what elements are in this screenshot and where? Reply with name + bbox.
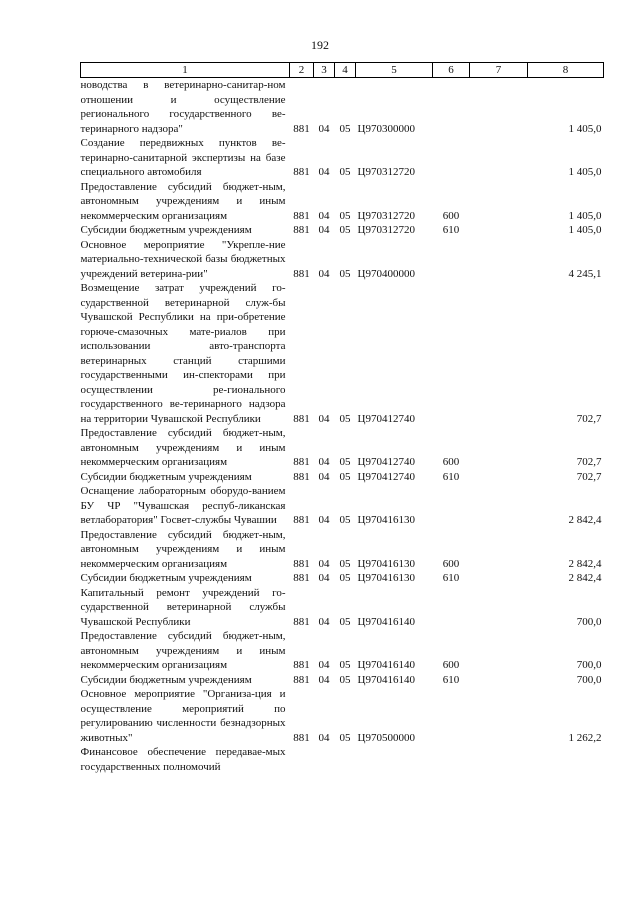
row-amount: 1 405,0 — [568, 209, 602, 222]
row-target-article: Ц970416140 — [357, 673, 415, 686]
row-subsection-code: 05 — [339, 514, 351, 526]
row-expense-type: 600 — [442, 209, 460, 222]
table-row — [81, 470, 604, 485]
row-target-article: Ц970416130 — [357, 572, 415, 584]
row-section-code: 04 — [318, 209, 330, 222]
table-row — [81, 745, 604, 774]
row-column-7 — [470, 180, 528, 224]
row-section-code: 04 — [318, 470, 330, 483]
row-expense-type: 610 — [442, 470, 460, 483]
row-amount: 2 842,4 — [568, 572, 602, 584]
budget-table — [80, 62, 604, 774]
row-column-7 — [470, 571, 528, 586]
row-description: Субсидии бюджетным учреждениям — [80, 224, 252, 236]
row-section-code: 04 — [318, 572, 330, 584]
row-ministry-code: 881 — [293, 267, 310, 280]
row-amount: 2 842,4 — [568, 557, 602, 570]
row-section-code: 04 — [318, 224, 330, 236]
row-target-article — [356, 745, 433, 774]
row-column-7 — [470, 745, 528, 774]
column-header: 5 — [356, 63, 433, 78]
row-column-7 — [470, 223, 528, 238]
row-column-7 — [470, 528, 528, 572]
row-column-7 — [470, 687, 528, 745]
table-row — [81, 136, 604, 180]
table-row — [81, 426, 604, 470]
row-expense-type — [433, 78, 470, 137]
row-expense-type — [433, 484, 470, 528]
row-amount: 2 842,4 — [568, 514, 602, 526]
row-section-code — [314, 745, 335, 774]
row-amount: 702,7 — [576, 456, 602, 468]
column-header: 4 — [335, 63, 356, 78]
row-section-code: 04 — [318, 615, 330, 628]
row-expense-type — [433, 687, 470, 745]
row-ministry-code: 881 — [293, 615, 310, 628]
row-amount: 1 405,0 — [568, 166, 602, 178]
row-ministry-code — [290, 745, 314, 774]
row-subsection-code: 05 — [339, 267, 351, 280]
row-description: Создание передвижных пунктов ве-теринарно-санитарной экспертизы на базе специального автомобиля — [80, 137, 286, 178]
row-section-code: 04 — [318, 456, 330, 468]
row-column-7 — [470, 281, 528, 426]
row-subsection-code: 05 — [339, 470, 351, 483]
row-subsection-code: 05 — [339, 412, 351, 425]
row-description: Возмещение затрат учреждений го-сударственной ветеринарной служ-бы Чувашской Республики на при-обретение горюче-смазочных мате-риалов при использовании авто-транспорта ветеринарных станций старшими государственными ин-спекторами при осуществлении ре-гионального государственного ве-теринарного надзора на территории Чувашской Республики — [80, 282, 286, 425]
row-ministry-code: 881 — [293, 412, 310, 425]
table-header-row — [81, 63, 604, 78]
row-section-code: 04 — [318, 659, 330, 671]
row-subsection-code: 05 — [339, 572, 351, 584]
row-ministry-code: 881 — [293, 166, 310, 178]
table-row — [81, 78, 604, 137]
row-section-code: 04 — [318, 122, 330, 135]
row-subsection-code: 05 — [339, 557, 351, 570]
table-row — [81, 673, 604, 688]
row-description: Предоставление субсидий бюджет-ным, автономным учреждениям и иным некоммерческим организациям — [80, 180, 286, 222]
row-ministry-code: 881 — [293, 514, 310, 526]
row-amount: 1 405,0 — [568, 122, 602, 135]
row-column-7 — [470, 484, 528, 528]
row-target-article: Ц970312720 — [357, 209, 415, 222]
row-expense-type — [433, 238, 470, 282]
row-description: Субсидии бюджетным учреждениям — [80, 572, 252, 584]
row-ministry-code: 881 — [293, 557, 310, 570]
row-column-7 — [470, 426, 528, 470]
row-ministry-code: 881 — [293, 731, 310, 744]
row-target-article: Ц970412740 — [357, 470, 415, 483]
row-expense-type — [433, 745, 470, 774]
row-ministry-code: 881 — [293, 572, 310, 584]
row-description: Оснащение лабораторным оборудо-ванием БУ ЧР "Чувашская респуб-ликанская ветлаборатория" Госвет-службы Чувашии — [80, 485, 286, 526]
column-header: 2 — [290, 63, 314, 78]
row-target-article: Ц970312720 — [357, 166, 415, 178]
row-column-7 — [470, 136, 528, 180]
row-target-article: Ц970416140 — [357, 659, 415, 671]
row-column-7 — [470, 470, 528, 485]
table-row — [81, 571, 604, 586]
row-subsection-code: 05 — [339, 209, 351, 222]
row-ministry-code: 881 — [293, 122, 310, 135]
row-column-7 — [470, 673, 528, 688]
row-description: Субсидии бюджетным учреждениям — [80, 470, 252, 483]
table-row — [81, 223, 604, 238]
table-row — [81, 629, 604, 673]
row-subsection-code: 05 — [339, 224, 351, 236]
row-column-7 — [470, 586, 528, 630]
table-row — [81, 238, 604, 282]
row-amount: 702,7 — [576, 412, 602, 425]
row-subsection-code — [335, 745, 356, 774]
row-ministry-code: 881 — [293, 470, 310, 483]
row-amount: 700,0 — [576, 659, 602, 671]
row-subsection-code: 05 — [339, 659, 351, 671]
table-row — [81, 484, 604, 528]
row-subsection-code: 05 — [339, 166, 351, 178]
row-expense-type: 610 — [442, 673, 460, 686]
column-header: 6 — [433, 63, 470, 78]
row-expense-type: 600 — [442, 557, 460, 570]
row-ministry-code: 881 — [293, 659, 310, 671]
row-expense-type — [433, 281, 470, 426]
row-description: новодства в ветеринарно-санитар-ном отношении и осуществление регионального государственного ве-теринарного надзора" — [80, 79, 286, 135]
row-target-article: Ц970400000 — [357, 267, 415, 280]
row-amount: 700,0 — [576, 673, 602, 686]
row-target-article: Ц970412740 — [357, 456, 415, 468]
row-amount: 4 245,1 — [568, 267, 602, 280]
row-target-article: Ц970300000 — [357, 122, 415, 135]
row-target-article: Ц970312720 — [357, 224, 415, 236]
table-body — [81, 78, 604, 775]
row-section-code: 04 — [318, 166, 330, 178]
row-subsection-code: 05 — [339, 615, 351, 628]
row-target-article: Ц970416140 — [357, 615, 415, 628]
row-description: Субсидии бюджетным учреждениям — [80, 673, 252, 686]
row-section-code: 04 — [318, 412, 330, 425]
row-target-article: Ц970416130 — [357, 514, 415, 526]
table-row — [81, 528, 604, 572]
table-row — [81, 180, 604, 224]
table-row — [81, 687, 604, 745]
table-row — [81, 281, 604, 426]
row-subsection-code: 05 — [339, 673, 351, 686]
row-amount: 1 262,2 — [568, 731, 602, 744]
row-target-article: Ц970412740 — [357, 412, 415, 425]
row-expense-type: 600 — [442, 456, 460, 468]
row-ministry-code: 881 — [293, 209, 310, 222]
row-column-7 — [470, 78, 528, 137]
row-description: Основное мероприятие "Организа-ция и осуществление мероприятий по регулированию численности безнадзорных животных" — [80, 688, 286, 744]
row-ministry-code: 881 — [293, 456, 310, 468]
row-amount: 702,7 — [576, 470, 602, 483]
row-expense-type: 610 — [442, 572, 460, 584]
row-expense-type: 610 — [442, 224, 460, 236]
row-expense-type — [433, 136, 470, 180]
table-row — [81, 586, 604, 630]
row-section-code: 04 — [318, 514, 330, 526]
column-header: 8 — [528, 63, 604, 78]
row-description: Предоставление субсидий бюджет-ным, автономным учреждениям и иным некоммерческим организациям — [80, 630, 286, 671]
row-amount — [528, 745, 604, 774]
row-column-7 — [470, 238, 528, 282]
row-description: Предоставление субсидий бюджет-ным, автономным учреждениям и иным некоммерческим организациям — [80, 528, 286, 570]
row-section-code: 04 — [318, 673, 330, 686]
row-description: Капитальный ремонт учреждений го-сударственной ветеринарной службы Чувашской Республики — [80, 586, 286, 628]
page-number: 192 — [311, 38, 329, 52]
row-expense-type: 600 — [442, 659, 460, 671]
row-amount: 1 405,0 — [568, 224, 602, 236]
row-subsection-code: 05 — [339, 122, 351, 135]
row-description: Основное мероприятие "Укрепле-ние материально-технической базы бюджетных учреждений ветерина-рии" — [80, 238, 286, 280]
column-header: 3 — [314, 63, 335, 78]
row-description: Финансовое обеспечение передавае-мых государственных полномочий — [80, 746, 286, 773]
row-description: Предоставление субсидий бюджет-ным, автономным учреждениям и иным некоммерческим организациям — [80, 427, 286, 468]
row-amount: 700,0 — [576, 615, 602, 628]
row-subsection-code: 05 — [339, 456, 351, 468]
row-section-code: 04 — [318, 557, 330, 570]
row-section-code: 04 — [318, 731, 330, 744]
row-expense-type — [433, 586, 470, 630]
row-section-code: 04 — [318, 267, 330, 280]
row-target-article: Ц970416130 — [357, 557, 415, 570]
row-target-article: Ц970500000 — [357, 731, 415, 744]
row-subsection-code: 05 — [339, 731, 351, 744]
row-column-7 — [470, 629, 528, 673]
column-header: 7 — [470, 63, 528, 78]
row-ministry-code: 881 — [293, 673, 310, 686]
row-ministry-code: 881 — [293, 224, 310, 236]
column-header: 1 — [81, 63, 290, 78]
